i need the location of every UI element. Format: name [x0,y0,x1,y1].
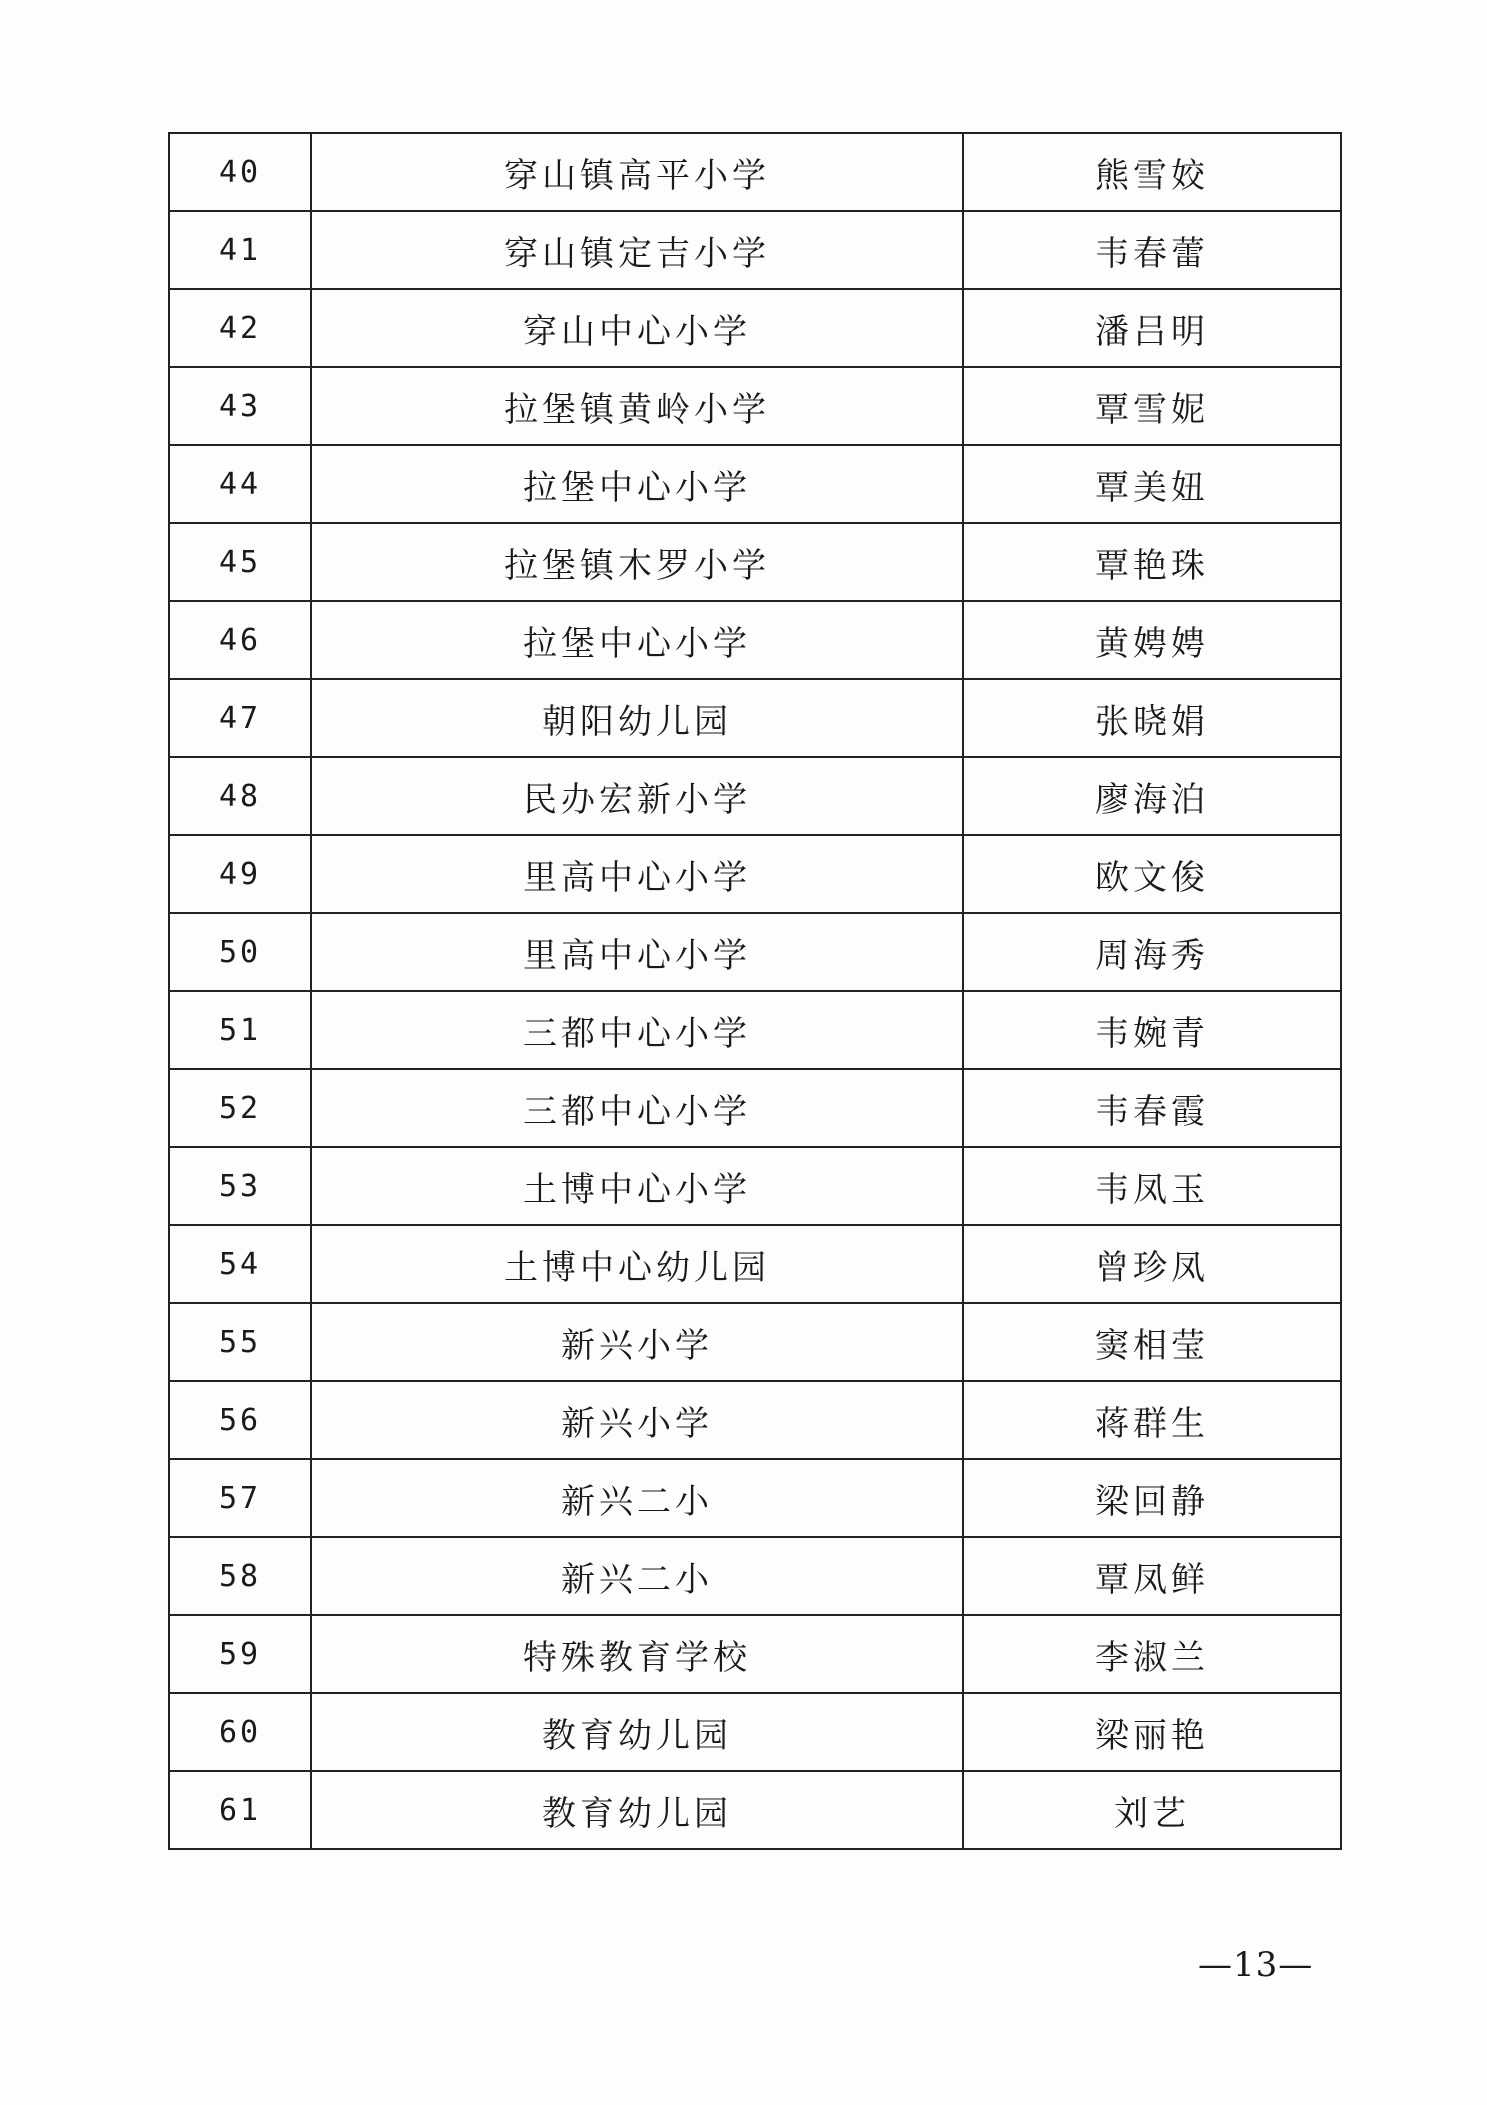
table-row [169,1693,1341,1771]
person-name-cell: 黄娉娉 [963,601,1341,679]
table-row [169,1303,1341,1381]
row-number-cell: 42 [169,289,311,367]
row-number-cell: 61 [169,1771,311,1849]
row-number-cell: 57 [169,1459,311,1537]
person-name-cell: 廖海泊 [963,757,1341,835]
person-name-cell: 韦春霞 [963,1069,1341,1147]
person-name-cell: 曾珍凤 [963,1225,1341,1303]
table-row [169,1069,1341,1147]
row-number-cell: 53 [169,1147,311,1225]
row-number-cell: 46 [169,601,311,679]
person-name-cell: 韦凤玉 [963,1147,1341,1225]
person-name-cell: 覃凤鲜 [963,1537,1341,1615]
table-row [169,1225,1341,1303]
page-number: —13— [1198,1945,1314,1985]
person-name-cell: 熊雪姣 [963,133,1341,211]
row-number-cell: 47 [169,679,311,757]
person-name-cell: 窦相莹 [963,1303,1341,1381]
row-number-cell: 48 [169,757,311,835]
row-number-cell: 49 [169,835,311,913]
school-cell: 新兴小学 [311,1303,963,1381]
person-name-cell: 欧文俊 [963,835,1341,913]
row-number-cell: 56 [169,1381,311,1459]
row-number-cell: 50 [169,913,311,991]
school-cell: 民办宏新小学 [311,757,963,835]
row-number-cell: 52 [169,1069,311,1147]
person-name-cell: 覃美妞 [963,445,1341,523]
table-row [169,991,1341,1069]
table-row [169,1537,1341,1615]
person-name-cell: 覃雪妮 [963,367,1341,445]
school-cell: 新兴二小 [311,1537,963,1615]
roster-table-body [169,133,1341,1849]
table-row [169,211,1341,289]
school-cell: 新兴小学 [311,1381,963,1459]
table-row [169,835,1341,913]
school-cell: 教育幼儿园 [311,1771,963,1849]
school-cell: 穿山中心小学 [311,289,963,367]
row-number-cell: 40 [169,133,311,211]
table-row [169,601,1341,679]
school-cell: 拉堡镇木罗小学 [311,523,963,601]
table-row [169,1459,1341,1537]
school-cell: 里高中心小学 [311,913,963,991]
school-cell: 新兴二小 [311,1459,963,1537]
school-cell: 穿山镇高平小学 [311,133,963,211]
school-cell: 三都中心小学 [311,1069,963,1147]
person-name-cell: 覃艳珠 [963,523,1341,601]
person-name-cell: 潘吕明 [963,289,1341,367]
school-cell: 拉堡镇黄岭小学 [311,367,963,445]
table-row [169,913,1341,991]
school-cell: 拉堡中心小学 [311,445,963,523]
person-name-cell: 韦春蕾 [963,211,1341,289]
table-row [169,133,1341,211]
table-row [169,1381,1341,1459]
person-name-cell: 韦婉青 [963,991,1341,1069]
row-number-cell: 41 [169,211,311,289]
row-number-cell: 51 [169,991,311,1069]
person-name-cell: 刘艺 [963,1771,1341,1849]
table-row [169,523,1341,601]
table-row [169,1771,1341,1849]
table-row [169,445,1341,523]
school-cell: 教育幼儿园 [311,1693,963,1771]
person-name-cell: 周海秀 [963,913,1341,991]
person-name-cell: 张晓娟 [963,679,1341,757]
row-number-cell: 59 [169,1615,311,1693]
table-row [169,1615,1341,1693]
roster-table [168,132,1342,1850]
school-cell: 特殊教育学校 [311,1615,963,1693]
row-number-cell: 45 [169,523,311,601]
row-number-cell: 43 [169,367,311,445]
school-cell: 土博中心小学 [311,1147,963,1225]
school-cell: 里高中心小学 [311,835,963,913]
person-name-cell: 梁回静 [963,1459,1341,1537]
school-cell: 拉堡中心小学 [311,601,963,679]
person-name-cell: 蒋群生 [963,1381,1341,1459]
person-name-cell: 李淑兰 [963,1615,1341,1693]
row-number-cell: 60 [169,1693,311,1771]
school-cell: 三都中心小学 [311,991,963,1069]
person-name-cell: 梁丽艳 [963,1693,1341,1771]
row-number-cell: 54 [169,1225,311,1303]
row-number-cell: 44 [169,445,311,523]
table-row [169,1147,1341,1225]
school-cell: 穿山镇定吉小学 [311,211,963,289]
row-number-cell: 58 [169,1537,311,1615]
table-row [169,289,1341,367]
table-row [169,679,1341,757]
table-row [169,367,1341,445]
school-cell: 朝阳幼儿园 [311,679,963,757]
row-number-cell: 55 [169,1303,311,1381]
school-cell: 土博中心幼儿园 [311,1225,963,1303]
table-row [169,757,1341,835]
